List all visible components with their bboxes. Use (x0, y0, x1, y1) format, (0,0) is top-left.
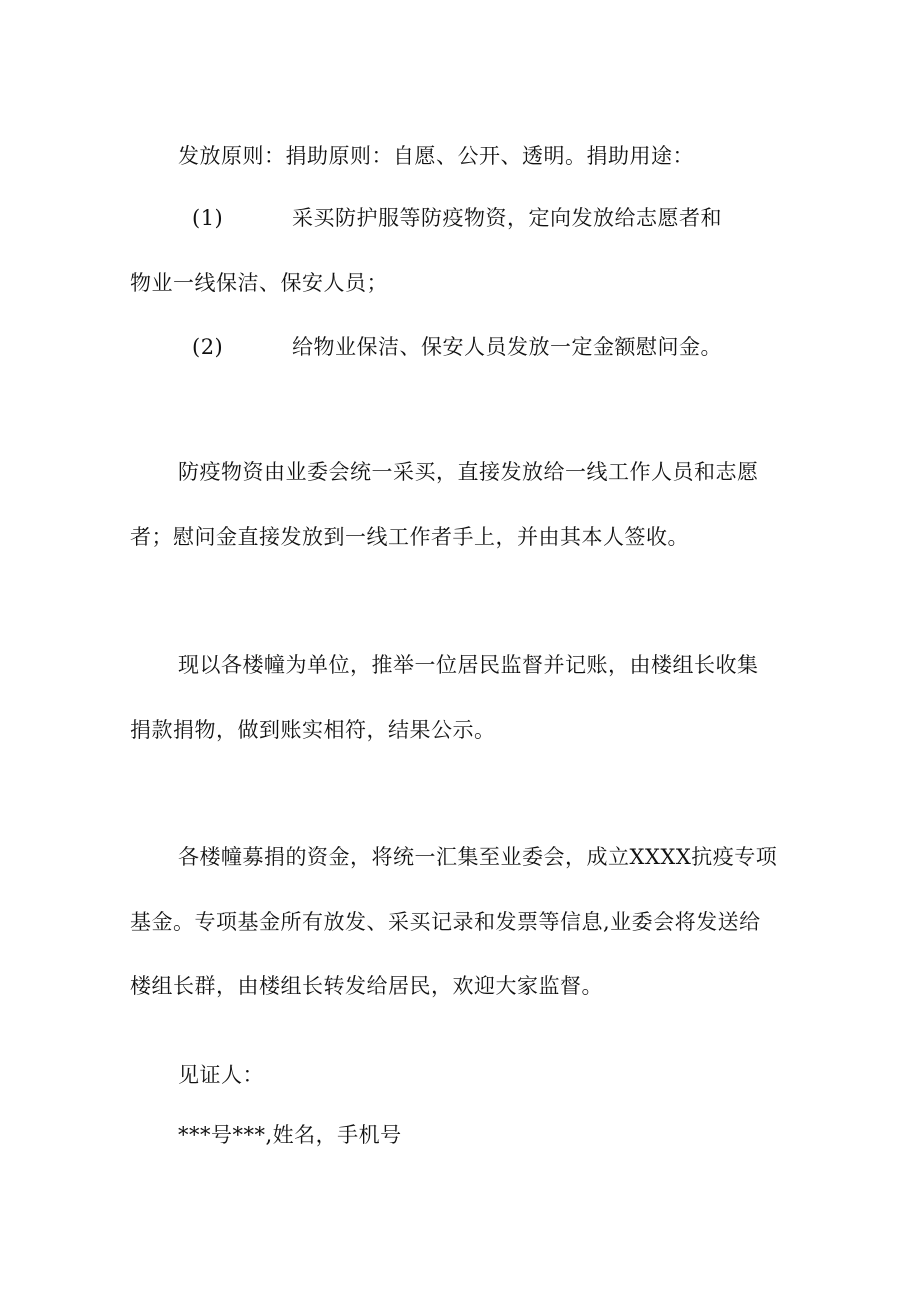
paragraph-1-line-1: 防疫物资由业委会统一采买，直接发放给一线工作人员和志愿 (178, 460, 759, 484)
paragraph-3-line-2: 基金。专项基金所有放发、采买记录和发票等信息,业委会将发送给 (130, 910, 761, 934)
witness-entry: ***号***,姓名，手机号 (178, 1123, 402, 1147)
item-2-number: (2) (192, 335, 224, 359)
item-1-text: 采买防护服等防疫物资，定向发放给志愿者和 (292, 206, 722, 230)
item-1-number: (1) (192, 206, 224, 230)
paragraph-2-line-2: 捐款捐物，做到账实相符，结果公示。 (130, 718, 496, 742)
paragraph-3-line-1: 各楼幢募捐的资金，将统一汇集至业委会，成立XXXX抗疫专项 (178, 845, 778, 869)
principle-line: 发放原则：捐助原则：自愿、公开、透明。捐助用途： (178, 144, 694, 168)
item-1-text-continued: 物业一线保洁、保安人员； (130, 271, 388, 295)
witness-label: 见证人： (178, 1063, 264, 1087)
paragraph-2-line-1: 现以各楼幢为单位，推举一位居民监督并记账，由楼组长收集 (178, 653, 759, 677)
paragraph-3-line-3: 楼组长群，由楼组长转发给居民，欢迎大家监督。 (130, 974, 603, 998)
item-2-text: 给物业保洁、保安人员发放一定金额慰问金。 (292, 335, 722, 359)
paragraph-1-line-2: 者；慰问金直接发放到一线工作者手上，并由其本人签收。 (130, 525, 689, 549)
